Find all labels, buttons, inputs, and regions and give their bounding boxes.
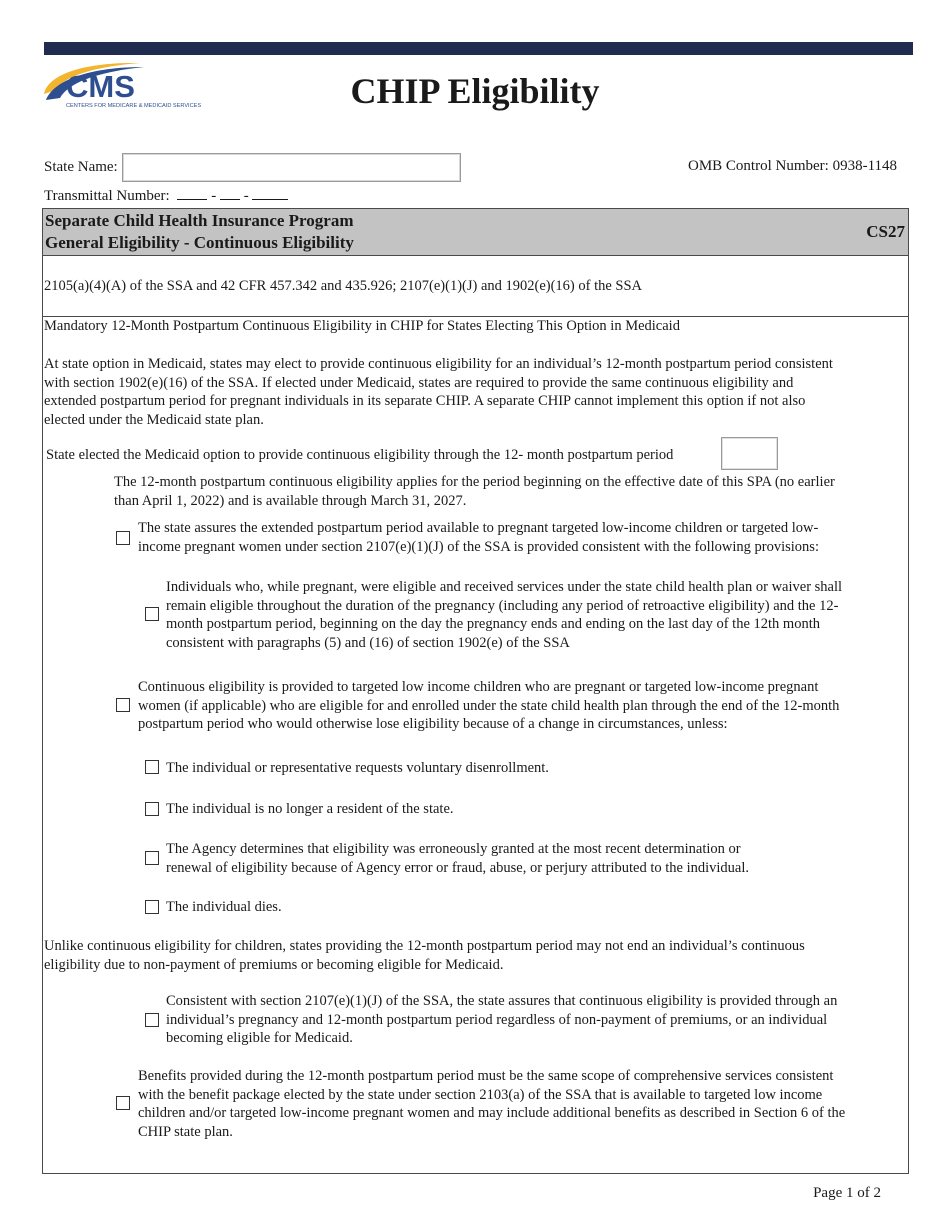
intro-paragraph <box>44 355 904 429</box>
assure-line: The state assures the extended postpartum period available to pregnant targeted low-income children or targeted low- <box>138 520 819 536</box>
resident-checkbox[interactable] <box>145 802 159 816</box>
omb-control-number: OMB Control Number: 0938-1148 <box>688 158 898 174</box>
intro-line: extended postpartum period for pregnant individuals in its separate CHIP. A separate CHIP cannot implement this option if not also <box>44 393 806 410</box>
transmittal-dash-2: - <box>243 188 249 204</box>
period-paragraph <box>114 473 835 510</box>
consistent-checkbox[interactable] <box>145 1013 159 1027</box>
page-number: Page 1 of 2 <box>813 1185 881 1201</box>
intro-line: At state option in Medicaid, states may elect to provide continuous eligibility for an individual’s 12-month postpartum period consistent <box>44 356 833 372</box>
continuous-line: women (if applicable) who are eligible for and enrolled under the state child health plan through the end of the 12-month <box>138 697 840 714</box>
state-name-label: State Name: <box>44 159 118 175</box>
period-line: The 12-month postpartum continuous eligibility applies for the period beginning on the effective date of this SPA (no earlier <box>114 474 835 490</box>
transmittal-label: Transmittal Number: <box>44 188 170 204</box>
individuals-line: Individuals who, while pregnant, were eligible and received services under the state child health plan or waiver shall <box>166 579 843 595</box>
continuous-line: postpartum period who would otherwise lose eligibility because of a change in circumstances, unless: <box>138 716 728 733</box>
voluntary-checkbox[interactable] <box>145 760 159 774</box>
dies-text: The individual dies. <box>166 899 282 915</box>
consistent-line: becoming eligible for Medicaid. <box>166 1030 353 1047</box>
subheading: Mandatory 12-Month Postpartum Continuous Eligibility in CHIP for States Electing This Option in Medicaid <box>44 318 680 334</box>
benefits-checkbox[interactable] <box>116 1096 130 1110</box>
dies-checkbox[interactable] <box>145 900 159 914</box>
section-title <box>45 210 354 254</box>
transmittal-field-1[interactable] <box>177 187 207 200</box>
assure-checkbox[interactable] <box>116 531 130 545</box>
transmittal-field-2[interactable] <box>220 187 240 200</box>
page-title: CHIP Eligibility <box>350 71 600 111</box>
consistent-line: Consistent with section 2107(e)(1)(J) of the SSA, the state assures that continuous eligibility is provided through an <box>166 993 838 1009</box>
benefits-line: Benefits provided during the 12-month postpartum period must be the same scope of comprehensive services consistent <box>138 1068 834 1084</box>
section-title-line2: General Eligibility - Continuous Eligibility <box>45 233 354 252</box>
benefits-text <box>138 1067 845 1141</box>
benefits-line: children and/or targeted low-income pregnant women and may include additional benefits as described in Section 6 of the <box>138 1105 846 1122</box>
unlike-line: Unlike continuous eligibility for children, states providing the 12-month postpartum period may not end an individual’s continuous <box>44 938 805 954</box>
top-banner-bar <box>44 42 913 55</box>
voluntary-text: The individual or representative requests voluntary disenrollment. <box>166 760 549 776</box>
transmittal-number <box>44 187 288 205</box>
intro-line: elected under the Medicaid state plan. <box>44 411 264 428</box>
assure-line: income pregnant women under section 2107(e)(1)(J) of the SSA is provided consistent with the following provisions: <box>138 538 819 555</box>
intro-line: with section 1902(e)(16) of the SSA. If elected under Medicaid, states are required to provide the same continuous eligibility and <box>44 374 794 391</box>
consistent-text <box>166 992 837 1048</box>
agency-text <box>166 840 749 877</box>
individuals-line: month postpartum period, beginning on the day the pregnancy ends and ending on the last day of the 12th month <box>166 616 820 633</box>
period-line: than April 1, 2022) and is available through March 31, 2027. <box>114 492 467 509</box>
resident-text: The individual is no longer a resident of the state. <box>166 801 454 817</box>
continuous-checkbox[interactable] <box>116 698 130 712</box>
agency-line: renewal of eligibility because of Agency error or fraud, abuse, or perjury attributed to the individual. <box>166 859 750 876</box>
benefits-line: with the benefit package elected by the state under section 2103(a) of the SSA that is available to targeted low income <box>138 1086 823 1103</box>
unlike-line: eligibility due to non-payment of premiums or becoming eligible for Medicaid. <box>44 956 504 973</box>
citation: 2105(a)(4)(A) of the SSA and 42 CFR 457.342 and 435.926; 2107(e)(1)(J) and 1902(e)(16) of the SSA <box>44 278 643 294</box>
transmittal-field-3[interactable] <box>252 187 288 200</box>
state-name-input[interactable] <box>122 153 461 182</box>
agency-checkbox[interactable] <box>145 851 159 865</box>
continuous-line: Continuous eligibility is provided to targeted low income children who are pregnant or targeted low-income pregnant <box>138 679 819 695</box>
individuals-text <box>166 578 842 652</box>
individuals-checkbox[interactable] <box>145 607 159 621</box>
individuals-line: remain eligible throughout the duration of the pregnancy (including any period of retroactive eligibility) and the 12- <box>166 597 839 614</box>
agency-line: The Agency determines that eligibility was erroneously granted at the most recent determination or <box>166 841 741 857</box>
individuals-line: consistent with paragraphs (5) and (16) of section 1902(e) of the SSA <box>166 634 570 651</box>
consistent-line: individual’s pregnancy and 12-month postpartum period regardless of non-payment of premiums, or an individual <box>166 1011 828 1028</box>
transmittal-dash-1: - <box>211 188 217 204</box>
medicaid-option-field[interactable] <box>721 437 778 470</box>
continuous-text <box>138 678 839 734</box>
logo-tagline: CENTERS FOR MEDICARE & MEDICAID SERVICES <box>66 103 202 109</box>
section-code: CS27 <box>866 222 905 241</box>
section-title-line1: Separate Child Health Insurance Program <box>45 211 354 230</box>
logo-wordmark: CMS <box>66 69 135 104</box>
benefits-line: CHIP state plan. <box>138 1123 233 1140</box>
assure-text <box>138 519 819 556</box>
medicaid-option-label: State elected the Medicaid option to provide continuous eligibility through the 12- month postpartum period <box>46 447 674 463</box>
unlike-paragraph <box>44 937 805 974</box>
